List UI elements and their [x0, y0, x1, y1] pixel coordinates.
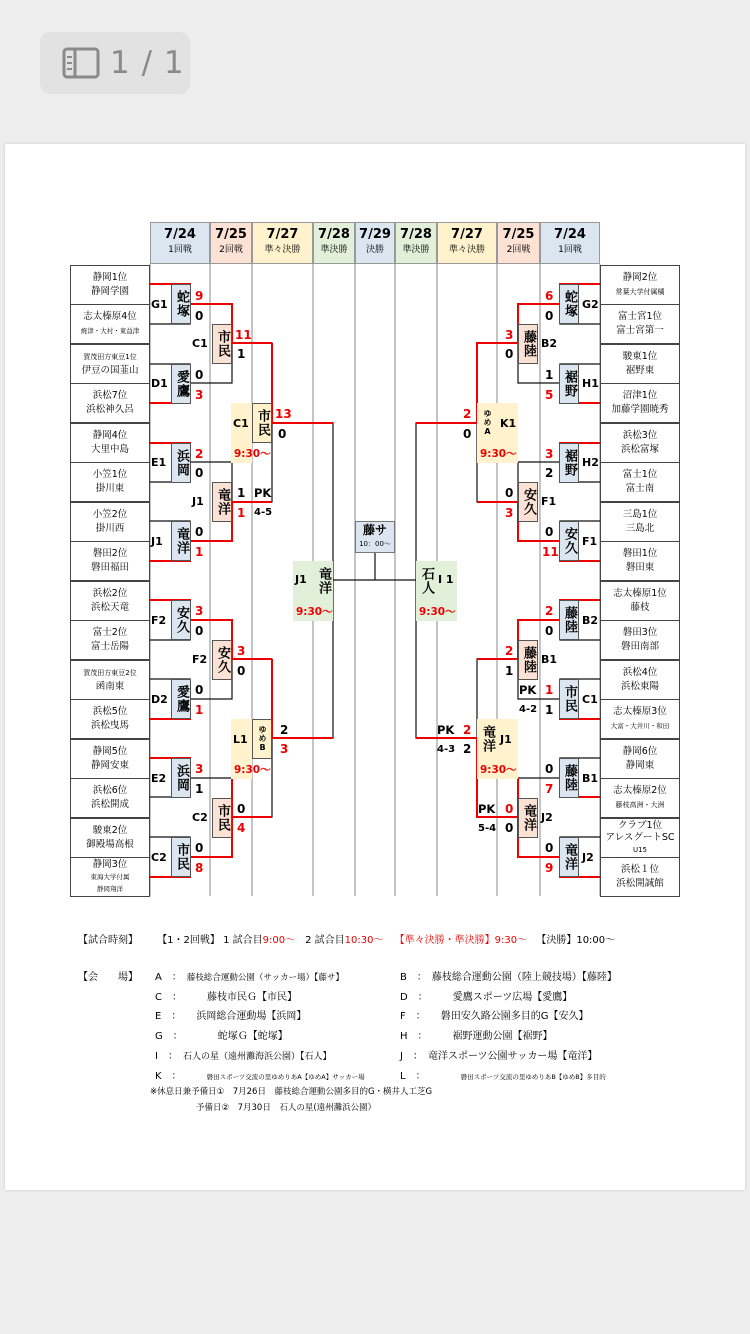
venue-label: 【会 場】 — [78, 972, 138, 983]
score: 0 — [463, 427, 472, 441]
score: 0 — [195, 525, 204, 539]
match-code: G2 — [582, 298, 599, 311]
left-team: 静岡1位 静岡学園 — [70, 265, 150, 305]
venue-box: 蛇塚 — [559, 284, 579, 324]
venue-entry: L ： 磐田スポーツ交流の里ゆめりあB【ゆめB】多目的 — [400, 1071, 606, 1082]
venue-entry: E ： 浜岡総合運動場【浜岡】 — [155, 1011, 307, 1022]
venue-box: 竜洋 — [313, 561, 333, 601]
score: 9 — [195, 289, 204, 303]
venue-entry: G ： 蛇塚Ｇ【蛇塚】 — [155, 1031, 288, 1042]
score: 0 — [195, 683, 204, 697]
score: 1 — [237, 506, 246, 520]
match-code: F2 — [151, 614, 167, 627]
venue-box: 石人 — [416, 561, 436, 601]
right-team: 駿東1位 裾野東 — [600, 344, 680, 384]
left-team: 小笠1位 掛川東 — [70, 462, 150, 502]
score: 0 — [545, 762, 554, 776]
match-code: E2 — [151, 772, 167, 785]
score: 0 — [545, 525, 554, 539]
page-indicator-text: 1 / 1 — [110, 45, 185, 81]
match-code: H1 — [582, 377, 599, 390]
score: 0 — [195, 841, 204, 855]
score: 3 — [195, 762, 204, 776]
match-code: B2 — [582, 614, 599, 627]
score: 0 — [195, 309, 204, 323]
score: 7 — [545, 782, 554, 796]
header-sf-left: 7/28 準決勝 — [313, 222, 355, 264]
score: 2 — [280, 723, 289, 737]
venue-entry: D ： 愛鷹スポーツ広場【愛鷹】 — [400, 992, 573, 1003]
left-team: 富士2位 富士岳陽 — [70, 620, 150, 660]
score: 1 — [195, 545, 204, 559]
score: 3 — [280, 742, 289, 756]
score: 2 — [505, 644, 514, 658]
venue-entry: C ： 藤枝市民Ｇ【市民】 — [155, 992, 297, 1003]
left-team: 浜松6位 浜松開成 — [70, 778, 150, 818]
venue-box: 愛鷹 — [171, 679, 191, 719]
score: 0 — [545, 624, 554, 638]
match-code: D2 — [151, 693, 168, 706]
match-code: C1 — [192, 337, 208, 350]
venue-entry: I ： 石人の星（遠州灘海浜公園）【石人】 — [155, 1051, 332, 1062]
venue-box: 浜岡 — [171, 758, 191, 798]
header-qf-right: 7/27 準々決勝 — [437, 222, 497, 264]
header-r2-left: 7/25 2回戦 — [210, 222, 252, 264]
match-code: F1 — [541, 495, 557, 508]
left-team: 静岡5位 静岡安東 — [70, 739, 150, 779]
venue-box: 安久 — [212, 640, 232, 680]
match-code: B2 — [541, 337, 558, 350]
time-label: 9:30～ — [234, 448, 271, 460]
header-r2-right: 7/25 2回戦 — [497, 222, 540, 264]
left-team: 小笠2位 掛川西 — [70, 502, 150, 542]
venue-box: 藤陸 — [518, 640, 538, 680]
left-team: 浜松7位 浜松神久呂 — [70, 383, 150, 423]
right-team: 志太榛原2位 藤枝高洲・大洲 — [600, 778, 680, 818]
header-r1-left: 7/24 1回戦 — [150, 222, 210, 264]
match-code: C1 — [233, 417, 249, 430]
right-team: 志太榛原1位 藤枝 — [600, 581, 680, 621]
score: 0 — [195, 466, 204, 480]
time-label: 9:30～ — [480, 448, 517, 460]
right-team: 磐田3位 磐田南部 — [600, 620, 680, 660]
venue-box: 竜洋 — [212, 482, 232, 522]
pk-label: PK — [254, 486, 272, 500]
left-team: 浜松2位 浜松天竜 — [70, 581, 150, 621]
pk-score: 5-4 — [478, 823, 497, 834]
pk-label: PK — [437, 723, 455, 737]
right-team: 磐田1位 磐田東 — [600, 541, 680, 581]
score: 1 — [505, 664, 514, 678]
score: 1 — [237, 486, 246, 500]
venue-box: 市民 — [171, 837, 191, 877]
score: 3 — [195, 604, 204, 618]
score: 6 — [545, 289, 554, 303]
venue-box: 藤陸 — [559, 758, 579, 798]
right-team: 富士1位 富士南 — [600, 462, 680, 502]
match-code: F1 — [582, 535, 598, 548]
venue-box: 藤陸 — [559, 600, 579, 640]
left-team: 磐田2位 磐田福田 — [70, 541, 150, 581]
right-team: クラブ1位 アレスグートSC U15 — [600, 818, 680, 858]
score: 3 — [195, 388, 204, 402]
score: 2 — [463, 407, 472, 421]
venue-box: 愛鷹 — [171, 364, 191, 404]
venue-entry: K ： 磐田スポーツ交流の里ゆめりあA【ゆめA】サッカー場 — [155, 1071, 365, 1082]
venue-box: ゆめB — [252, 719, 272, 759]
header-qf-left: 7/27 準々決勝 — [252, 222, 313, 264]
header-final: 7/29 決勝 — [355, 222, 395, 264]
time-label: 9:30～ — [234, 764, 271, 776]
header-sf-right: 7/28 準決勝 — [395, 222, 437, 264]
right-team: 静岡2位 常葉大学付属橘 — [600, 265, 680, 305]
venue-box: 安久 — [559, 521, 579, 561]
venue-box: 市民 — [212, 798, 232, 838]
match-code: I 1 — [438, 573, 454, 586]
reserve-note: ※休息日兼予備日① 7月26日 藤枝総合運動公園多目的G・横井人工芝G — [150, 1087, 433, 1097]
right-team: 志太榛原3位 大富・大井川・和田 — [600, 699, 680, 739]
left-team: 駿東2位 御殿場高根 — [70, 818, 150, 858]
score: 1 — [545, 683, 554, 697]
left-team: 静岡4位 大里中島 — [70, 423, 150, 463]
score: 3 — [505, 328, 514, 342]
venue-entry: A ： 藤枝総合運動公園（サッカー場）【藤サ】 — [155, 972, 344, 983]
score: 4 — [237, 821, 246, 835]
venue-box: 藤陸 — [518, 324, 538, 364]
match-code: K1 — [500, 417, 517, 430]
score: 0 — [545, 841, 554, 855]
right-team: 沼津1位 加藤学園暁秀 — [600, 383, 680, 423]
venue-box: 裾野 — [559, 443, 579, 483]
pk-label: PK — [478, 802, 496, 816]
score: 2 — [463, 723, 472, 737]
venue-box: 市民 — [559, 679, 579, 719]
match-code: L1 — [233, 733, 248, 746]
pk-score: 4-2 — [519, 704, 538, 715]
reserve-note: 予備日② 7月30日 石人の星(遠州灘浜公園） — [196, 1103, 377, 1113]
venue-box: 安久 — [171, 600, 191, 640]
score: 0 — [545, 309, 554, 323]
score: 1 — [195, 782, 204, 796]
score: 2 — [545, 604, 554, 618]
score: 3 — [237, 644, 246, 658]
header-r1-right: 7/24 1回戦 — [540, 222, 600, 264]
score: 2 — [545, 466, 554, 480]
score: 1 — [545, 368, 554, 382]
venue-box: 浜岡 — [171, 443, 191, 483]
venue-box: 竜洋 — [477, 719, 497, 759]
match-code: E1 — [151, 456, 167, 469]
match-code: B1 — [582, 772, 599, 785]
time-label: 9:30～ — [419, 606, 456, 618]
score: 11 — [235, 328, 252, 342]
match-code: D1 — [151, 377, 168, 390]
venue-entry: J ： 竜洋スポーツ公園サッカー場【竜洋】 — [400, 1051, 598, 1062]
venue-entry: B ： 藤枝総合運動公園（陸上競技場）【藤陸】 — [400, 972, 617, 983]
score: 13 — [275, 407, 292, 421]
score: 2 — [195, 447, 204, 461]
score: 5 — [545, 388, 554, 402]
pk-label: PK — [519, 683, 537, 697]
score: 2 — [463, 742, 472, 756]
match-code: H2 — [582, 456, 599, 469]
score: 0 — [237, 802, 246, 816]
venue-box: 安久 — [518, 482, 538, 522]
score: 0 — [505, 347, 514, 361]
venue-box: 蛇塚 — [171, 284, 191, 324]
venue-entry: F ： 磐田安久路公園多目的G【安久】 — [400, 1011, 589, 1022]
match-code: J1 — [192, 495, 204, 508]
match-code: G1 — [151, 298, 168, 311]
time-label: 9:30～ — [296, 606, 333, 618]
venue-box: 竜洋 — [559, 837, 579, 877]
left-team: 賀茂田方東豆2位 函南東 — [70, 660, 150, 700]
score: 0 — [278, 427, 287, 441]
match-code: F2 — [192, 653, 208, 666]
right-team: 浜松１位 浜松開誠館 — [600, 857, 680, 897]
final-box: 藤サ 10：00～ — [355, 521, 395, 553]
right-team: 浜松3位 浜松富塚 — [600, 423, 680, 463]
venue-box: 裾野 — [559, 364, 579, 404]
score: 1 — [195, 703, 204, 717]
left-team: 静岡3位 東海大学付属 静岡翔洋 — [70, 857, 150, 897]
schedule-line: 【試合時刻】 【1・2回戦】 1 試合目9:00～ 2 試合目10:30～ 【準々決勝・準決勝】9:30～ 【決勝】10:00～ — [78, 935, 616, 946]
score: 1 — [237, 347, 246, 361]
venue-entry: H ： 裾野運動公園【裾野】 — [400, 1031, 553, 1042]
match-code: C2 — [192, 811, 208, 824]
right-team: 浜松4位 浜松東陽 — [600, 660, 680, 700]
right-team: 富士宮1位 富士宮第一 — [600, 304, 680, 344]
left-team: 賀茂田方東豆1位 伊豆の国韮山 — [70, 344, 150, 384]
score: 11 — [542, 545, 559, 559]
right-team: 静岡6位 静岡東 — [600, 739, 680, 779]
venue-box: 竜洋 — [518, 798, 538, 838]
match-code: J1 — [151, 535, 163, 548]
match-code: J1 — [500, 733, 512, 746]
score: 9 — [545, 861, 554, 875]
score: 8 — [195, 861, 204, 875]
match-code: J2 — [541, 811, 553, 824]
venue-box: 竜洋 — [171, 521, 191, 561]
match-code: J2 — [582, 851, 594, 864]
right-team: 三島1位 三島北 — [600, 502, 680, 542]
score: 0 — [195, 624, 204, 638]
score: 0 — [505, 802, 514, 816]
match-code: C1 — [582, 693, 598, 706]
match-code: J1 — [295, 573, 307, 586]
pk-score: 4-5 — [254, 507, 273, 518]
venue-box: 市民 — [212, 324, 232, 364]
match-code: B1 — [541, 653, 558, 666]
venue-box: ゆめA — [477, 403, 497, 443]
score: 3 — [505, 506, 514, 520]
pk-score: 4-3 — [437, 744, 456, 755]
score: 0 — [237, 664, 246, 678]
score: 1 — [545, 703, 554, 717]
score: 3 — [545, 447, 554, 461]
score: 0 — [505, 821, 514, 835]
score: 0 — [505, 486, 514, 500]
time-label: 9:30～ — [480, 764, 517, 776]
match-code: C2 — [151, 851, 167, 864]
venue-box: 市民 — [252, 403, 272, 443]
score: 0 — [195, 368, 204, 382]
left-team: 浜松5位 浜松曳馬 — [70, 699, 150, 739]
left-team: 志太榛原4位 焼津・大村・東益津 — [70, 304, 150, 344]
